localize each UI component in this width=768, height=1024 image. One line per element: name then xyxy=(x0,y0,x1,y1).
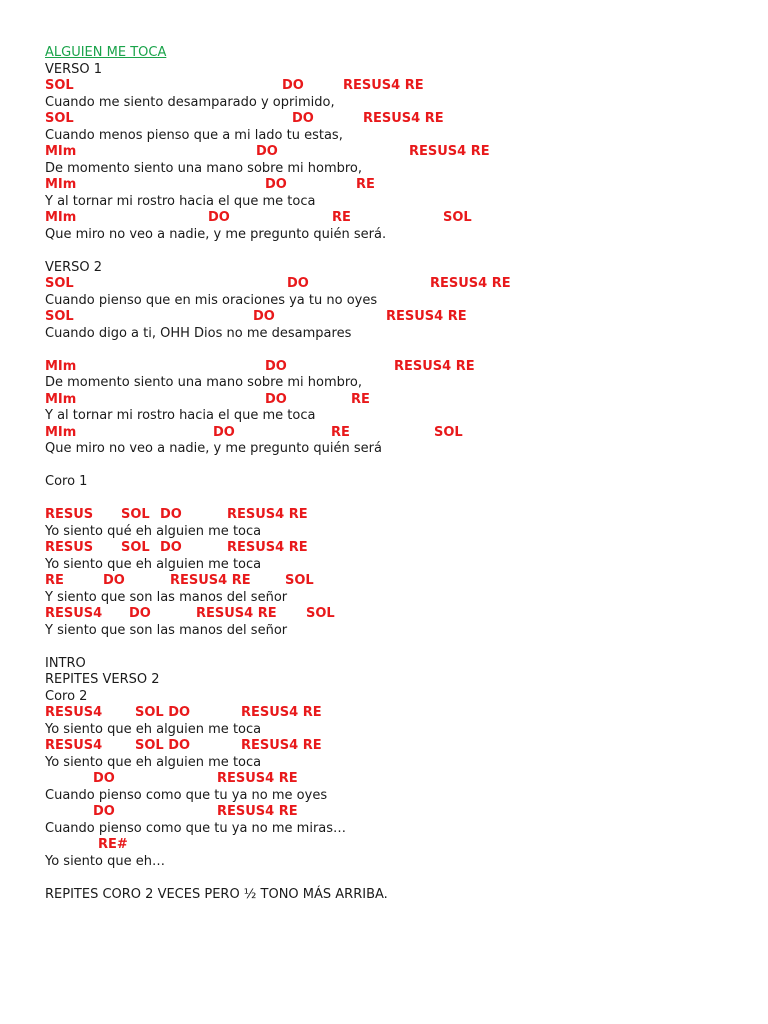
chord: MIm xyxy=(45,177,77,192)
chord: SOL xyxy=(45,111,74,126)
chord: DO xyxy=(282,78,304,93)
chord-line xyxy=(45,507,745,524)
section-label-intro: INTRO xyxy=(45,655,86,671)
chord: RESUS4 RE xyxy=(430,276,511,291)
chord: RESUS xyxy=(45,507,94,522)
chord-line xyxy=(45,210,745,227)
chord: DO xyxy=(93,771,115,786)
chord-line xyxy=(45,573,745,590)
chord: RESUS4 RE xyxy=(196,606,277,621)
blank-line xyxy=(45,243,745,260)
chord: RESUS4 RE xyxy=(409,144,490,159)
lyric-line: Cuando digo a ti, OHH Dios no me desampares xyxy=(45,325,352,341)
chord-line xyxy=(45,276,745,293)
lyric-line: Y siento que son las manos del señor xyxy=(45,622,288,638)
chord: RESUS4 RE xyxy=(170,573,251,588)
chord: DO xyxy=(160,540,182,555)
chord: DO xyxy=(129,606,151,621)
lyric-line: Que miro no veo a nadie, y me pregunto quién será. xyxy=(45,226,387,242)
chord: RESUS4 RE xyxy=(227,540,308,555)
chord: RESUS4 xyxy=(45,738,103,753)
lyric-line: Yo siento qué eh alguien me toca xyxy=(45,523,262,539)
chord: DO xyxy=(213,424,235,440)
chord: DO xyxy=(103,573,125,588)
lyric-line: Y siento que son las manos del señor xyxy=(45,589,288,605)
chord-line xyxy=(45,111,745,128)
chord: RE xyxy=(331,424,350,440)
chord: RESUS4 RE xyxy=(363,111,444,126)
lyric-line: De momento siento una mano sobre mi hombro, xyxy=(45,375,363,390)
chord: SOL DO xyxy=(135,705,191,720)
chord-line xyxy=(45,309,745,326)
lyric-line: Yo siento que eh alguien me toca xyxy=(45,556,262,572)
closing-instruction: REPITES CORO 2 VECES PERO ½ TONO MÁS ARRIBA. xyxy=(45,886,388,902)
lyric-line: Y al tornar mi rostro hacia el que me toca xyxy=(45,193,316,209)
blank-line xyxy=(45,639,745,656)
blank-line xyxy=(45,458,745,475)
chord: SOL xyxy=(306,606,335,621)
chord: DO xyxy=(208,210,230,225)
chord: MIm xyxy=(45,424,77,440)
chord: RESUS4 RE xyxy=(343,78,424,93)
chord: DO xyxy=(265,391,287,407)
chord-line xyxy=(45,771,745,788)
chord-line xyxy=(45,78,745,95)
chord: DO xyxy=(265,358,287,374)
chord: RESUS4 RE xyxy=(386,309,467,324)
lyrics-document xyxy=(45,45,745,903)
chord: RE xyxy=(351,391,370,407)
chord-line xyxy=(45,540,745,557)
chord: RESUS4 RE xyxy=(217,804,298,819)
chord: RE# xyxy=(98,837,128,852)
chord-line xyxy=(45,804,745,821)
chord-line xyxy=(45,144,745,161)
chord-line xyxy=(45,425,745,442)
chord: MIm xyxy=(45,358,77,374)
lyric-line: Cuando pienso como que tu ya no me oyes xyxy=(45,787,328,803)
lyric-line: Cuando pienso como que tu ya no me miras… xyxy=(45,820,347,836)
chord: MIm xyxy=(45,144,77,159)
chord: RESUS4 xyxy=(45,606,103,621)
chord: DO xyxy=(160,507,182,522)
chord: SOL xyxy=(121,540,150,555)
chord: RESUS4 RE xyxy=(394,358,475,374)
blank-line xyxy=(45,342,745,359)
song-title: ALGUIEN ME TOCA xyxy=(45,45,167,60)
chord: DO xyxy=(265,177,287,192)
lyric-line: Cuando pienso que en mis oraciones ya tu no oyes xyxy=(45,292,378,308)
chord-line xyxy=(45,606,745,623)
lyric-line: Cuando me siento desamparado y oprimido, xyxy=(45,94,335,110)
chord: RESUS4 RE xyxy=(227,507,308,522)
blank-line xyxy=(45,491,745,508)
chord: SOL xyxy=(121,507,150,522)
chord: MIm xyxy=(45,210,77,225)
chord-line xyxy=(45,392,745,409)
chord: RE xyxy=(356,177,375,192)
chord: SOL xyxy=(45,78,74,93)
chord: SOL xyxy=(45,309,74,324)
section-label-verso-1: VERSO 1 xyxy=(45,61,103,77)
chord: DO xyxy=(292,111,314,126)
section-label-coro-1: Coro 1 xyxy=(45,474,88,489)
chord-line xyxy=(45,738,745,755)
chord: RESUS4 RE xyxy=(241,738,322,753)
section-label-verso-2: VERSO 2 xyxy=(45,259,103,275)
blank-line xyxy=(45,870,745,887)
lyric-line: De momento siento una mano sobre mi hombro, xyxy=(45,160,363,176)
lyric-line: Yo siento que eh… xyxy=(45,853,165,869)
chord: DO xyxy=(287,276,309,291)
lyric-line: Yo siento que eh alguien me toca xyxy=(45,754,262,770)
chord: SOL xyxy=(285,573,314,588)
chord: MIm xyxy=(45,391,77,407)
chord: RE xyxy=(45,573,64,588)
lyric-line: Yo siento que eh alguien me toca xyxy=(45,721,262,737)
chord: DO xyxy=(256,144,278,159)
chord: DO xyxy=(253,309,275,324)
chord: SOL xyxy=(434,424,463,440)
chord: RESUS4 xyxy=(45,705,103,720)
section-label-coro-2: Coro 2 xyxy=(45,688,88,704)
chord: SOL xyxy=(45,276,74,291)
instruction-repites-verso-2: REPITES VERSO 2 xyxy=(45,672,160,687)
lyric-line: Cuando menos pienso que a mi lado tu estas, xyxy=(45,127,343,143)
chord-line xyxy=(45,177,745,194)
chord: DO xyxy=(93,804,115,819)
lyric-line: Y al tornar mi rostro hacia el que me toca xyxy=(45,408,316,423)
chord-line xyxy=(45,705,745,722)
chord-line xyxy=(45,359,745,376)
chord: SOL xyxy=(443,210,472,225)
chord: RESUS xyxy=(45,540,94,555)
chord: RESUS4 RE xyxy=(217,771,298,786)
chord-line xyxy=(45,837,745,854)
chord: RE xyxy=(332,210,351,225)
lyric-line: Que miro no veo a nadie, y me pregunto quién será xyxy=(45,441,382,456)
chord: SOL DO xyxy=(135,738,191,753)
chord: RESUS4 RE xyxy=(241,705,322,720)
